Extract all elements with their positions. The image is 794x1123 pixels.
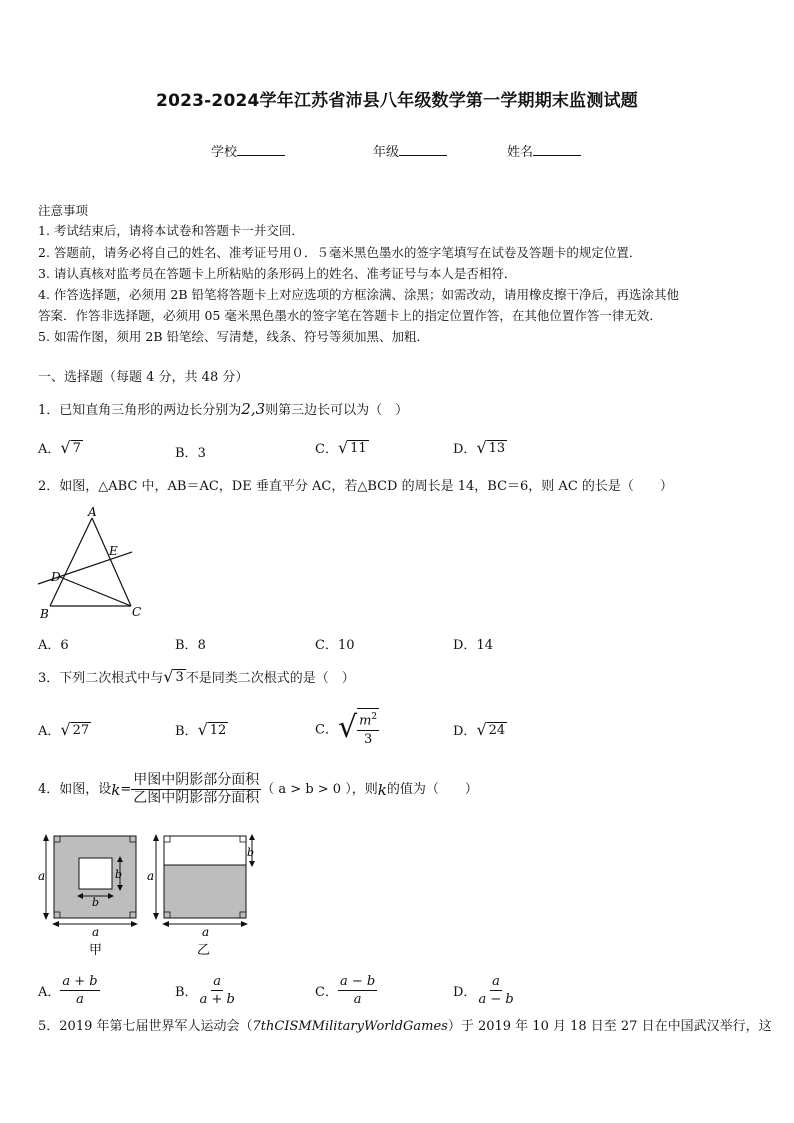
triangle-figure <box>34 504 146 622</box>
q3-option-a[interactable]: A． √ 27 <box>38 720 90 739</box>
sqrt-expression: √ 13 <box>476 438 506 457</box>
q2-option-c[interactable]: C．10 <box>315 638 355 653</box>
question-4: 4．如图，设 k = $\frac{\text{甲图中阴影部分面积}}{\text{乙图中阴影部分面积}}$ （ a > b > 0 ），则 k 的值为（ ） <box>38 772 478 806</box>
fig-label-b: b <box>247 846 255 859</box>
notes-heading: 注意事项 <box>38 203 89 218</box>
q3-option-b[interactable]: B． √ 12 <box>175 720 227 739</box>
school-field[interactable] <box>211 141 285 160</box>
grade-field[interactable] <box>373 141 447 160</box>
fig-label-b: b <box>115 868 123 881</box>
label-b: B <box>40 607 49 621</box>
fig-label-a: a <box>147 869 155 883</box>
fig-label-a: a <box>38 869 46 883</box>
question-1: 1．已知直角三角形的两边长分别为2,3则第三边长可以为（ ） <box>38 400 409 418</box>
squares-figure <box>38 830 278 960</box>
name-field[interactable] <box>507 141 581 160</box>
sqrt-expression: √ 3 <box>163 667 184 686</box>
section-heading: 一、选择题（每题 4 分，共 48 分） <box>38 370 249 385</box>
q3-option-d[interactable]: D． √ 24 <box>453 720 506 739</box>
sqrt-fraction: √ $\frac{m^2}{3}$ <box>337 710 378 747</box>
q4-option-a[interactable]: A． $\frac{a + b}{a}$ <box>38 974 98 1007</box>
q4-option-c[interactable]: C． $\frac{a - b}{a}$ <box>315 974 376 1007</box>
label-d: D <box>51 570 61 584</box>
sqrt-expression: √ 12 <box>197 720 227 739</box>
label-a: A <box>88 505 97 519</box>
fig-label-jia: 甲 <box>89 943 103 958</box>
q2-option-b[interactable]: B．8 <box>175 638 206 653</box>
q2-option-a[interactable]: A．6 <box>38 638 69 653</box>
fig-label-a: a <box>92 925 100 939</box>
note-item: 5. 如需作图，须用 2B 铅笔绘、写清楚，线条、符号等须加黑、加粗． <box>38 329 429 344</box>
ratio-fraction: $\frac{\text{甲图中阴影部分面积}}{\text{乙图中阴影部分面积}}$ <box>133 772 260 806</box>
name-blank[interactable] <box>533 143 581 156</box>
question-3: 3．下列二次根式中与 √ 3 不是同类二次根式的是（ ） <box>38 667 355 686</box>
q4-option-d[interactable]: D． $\frac{a}{a - b}$ <box>453 974 514 1007</box>
q2-option-d[interactable]: D．14 <box>453 638 493 653</box>
note-item: 4. 作答选择题，必须用 2B 铅笔将答题卡上对应选项的方框涂满、涂黑；如需改动，请用橡皮擦干净后，再选涂其他 <box>38 287 679 302</box>
label-c: C <box>132 605 142 619</box>
sqrt-expression: √ 24 <box>476 720 506 739</box>
q1-option-d[interactable]: D． √ 13 <box>453 438 506 457</box>
sqrt-expression: √ 11 <box>337 438 367 457</box>
grade-label: 年级 <box>373 145 400 160</box>
q1-option-a[interactable]: A． √ 7 <box>38 438 81 457</box>
q4-option-b[interactable]: B． $\frac{a}{a + b}$ <box>175 974 235 1007</box>
note-item: 1. 考试结束后，请将本试卷和答题卡一并交回． <box>38 223 304 238</box>
note-item: 3. 请认真核对监考员在答题卡上所粘贴的条形码上的姓名、准考证号与本人是否相符． <box>38 266 517 281</box>
name-label: 姓名 <box>507 145 534 160</box>
label-e: E <box>109 544 118 558</box>
q1-option-b[interactable]: B．3 <box>175 446 206 461</box>
note-item: 2. 答题前，请务必将自己的姓名、准考证号用０．５毫米黑色墨水的签字笔填写在试卷及答题卡的规定位置． <box>38 245 642 260</box>
fig-label-yi: 乙 <box>197 943 211 958</box>
school-label: 学校 <box>211 145 238 160</box>
q1-option-c[interactable]: C． √ 11 <box>315 438 367 457</box>
question-2: 2．如图，△ABC 中，AB＝AC，DE 垂直平分 AC，若△BCD 的周长是 14，BC＝6，则 AC 的长是（ ） <box>38 479 673 494</box>
fig-label-b: b <box>92 896 100 909</box>
q3-option-c[interactable]: C． √ $\frac{m^2}{3}$ <box>315 710 378 747</box>
sqrt-expression: √ 27 <box>60 720 90 739</box>
question-5: 5．2019 年第七届世界军人运动会（7thCISMMilitaryWorldGames）于 2019 年 10 月 18 日至 27 日在中国武汉举行，这 <box>38 1019 772 1034</box>
grade-blank[interactable] <box>399 143 447 156</box>
fig-label-a: a <box>202 925 210 939</box>
note-item: 答案．作答非选择题，必须用 05 毫米黑色墨水的签字笔在答题卡上的指定位置作答，在其他位置作答一律无效． <box>38 308 662 323</box>
school-blank[interactable] <box>237 143 285 156</box>
page-title: 2023-2024学年江苏省沛县八年级数学第一学期期末监测试题 <box>156 91 638 111</box>
sqrt-expression: √ 7 <box>60 438 81 457</box>
